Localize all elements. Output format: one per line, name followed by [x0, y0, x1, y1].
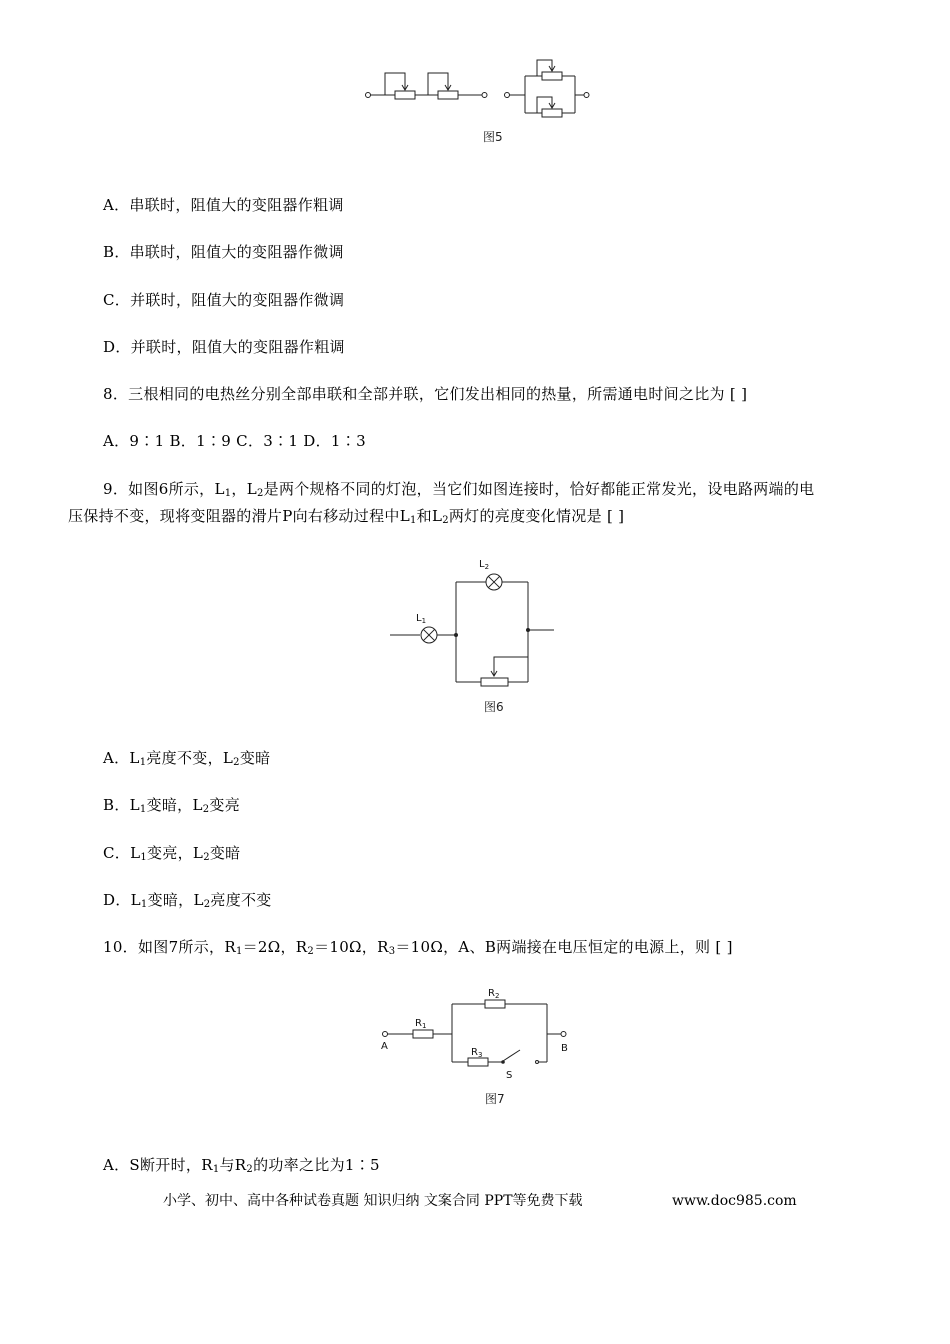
q7-option-c: C．并联时，阻值大的变阻器作微调 — [103, 291, 345, 309]
figure-6-caption: 图6 — [484, 700, 504, 714]
q10-option-a: A．S断开时，$R_1$与$R_2$的功率之比为1∶5 — [103, 1156, 380, 1175]
terminal-a-label: A — [381, 1041, 388, 1052]
figure-7-caption: 图7 — [485, 1092, 505, 1106]
q8-stem: 8．三根相同的电热丝分别全部串联和全部并联，它们发出相同的热量，所需通电时间之比为 [ ] — [103, 385, 748, 403]
r2-label: $R_2$ — [488, 988, 500, 1000]
q9-stem-line-2: 压保持不变，现将变阻器的滑片P向右移动过程中$L_1$和$L_2$两灯的亮度变化情况是 [ ] — [68, 507, 625, 526]
switch-s-label: S — [506, 1070, 513, 1081]
footer-url[interactable]: www.doc985.com — [672, 1193, 797, 1209]
q7-option-b: B．串联时，阻值大的变阻器作微调 — [103, 243, 344, 261]
figure-5-caption: 图5 — [483, 130, 503, 144]
r3-label: $R_3$ — [471, 1047, 483, 1059]
figure-7-diagram — [375, 980, 580, 1085]
r1-label: $R_1$ — [415, 1018, 427, 1030]
footer-text: 小学、初中、高中各种试卷真题 知识归纳 文案合同 PPT等免费下载 — [163, 1193, 583, 1209]
q8-options: A．9∶1 B．1∶9 C．3∶1 D．1∶3 — [103, 432, 366, 450]
lamp-l1-label: $L_1$ — [416, 613, 427, 625]
lamp-l2-label: $L_2$ — [479, 559, 490, 571]
q9-stem-line-1: 9．如图6所示，$L_1$，$L_2$是两个规格不同的灯泡，当它们如图连接时，恰好都能正常发光，设电路两端的电 — [103, 480, 815, 499]
q9-option-c: C．$L_1$变亮，$L_2$变暗 — [103, 844, 241, 863]
q10-stem: 10．如图7所示，$R_1=2\Omega$，$R_2=10\Omega$，$R_3=10\Omega$，A、B两端接在电压恒定的电源上，则 [ ] — [103, 938, 733, 957]
figure-5-diagram — [360, 55, 595, 125]
figure-6-diagram — [388, 555, 558, 695]
q7-option-d: D．并联时，阻值大的变阻器作粗调 — [103, 338, 345, 356]
q9-option-b: B．$L_1$变暗，$L_2$变亮 — [103, 796, 241, 815]
q9-option-a: A．$L_1$亮度不变，$L_2$变暗 — [103, 749, 271, 768]
q9-option-d: D．$L_1$变暗，$L_2$亮度不变 — [103, 891, 272, 910]
terminal-b-label: B — [561, 1043, 568, 1054]
q7-option-a: A．串联时，阻值大的变阻器作粗调 — [103, 196, 344, 214]
